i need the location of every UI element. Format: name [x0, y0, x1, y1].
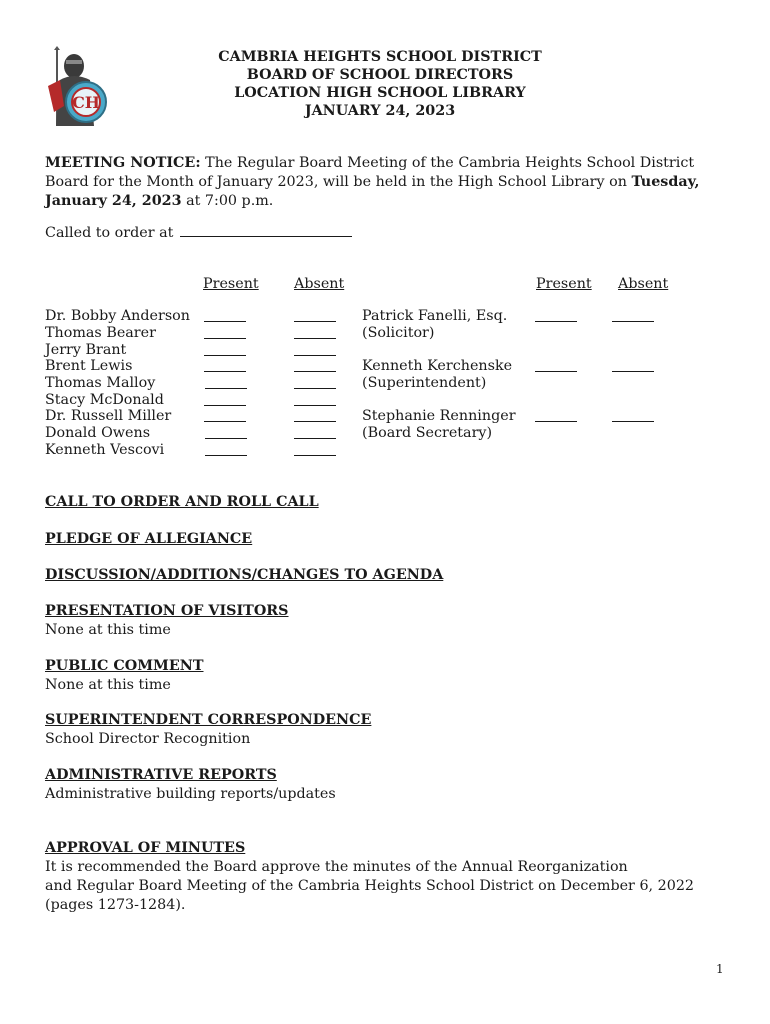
- section-title: CALL TO ORDER AND ROLL CALL: [45, 494, 319, 510]
- member-name: Dr. Russell Miller: [45, 408, 172, 424]
- called-to-order-blank: [180, 224, 352, 237]
- section-body: (pages 1273-1284).: [45, 897, 186, 913]
- section-visitors: [45, 602, 735, 640]
- meeting-location: LOCATION HIGH SCHOOL LIBRARY: [234, 85, 526, 101]
- present-blank[interactable]: [204, 421, 246, 422]
- section-title: DISCUSSION/ADDITIONS/CHANGES TO AGENDA: [45, 567, 444, 583]
- present-blank[interactable]: [205, 455, 247, 456]
- present-blank[interactable]: [204, 355, 246, 356]
- member-name: Thomas Bearer: [45, 325, 156, 341]
- logo-monogram: CH: [72, 93, 100, 112]
- official-role: (Board Secretary): [362, 425, 493, 441]
- absent-heading-right: Absent: [618, 276, 669, 292]
- section-body: School Director Recognition: [45, 731, 251, 747]
- member-name: Brent Lewis: [45, 358, 133, 374]
- present-blank[interactable]: [204, 371, 246, 372]
- called-to-order: [45, 224, 352, 241]
- absent-blank[interactable]: [612, 321, 654, 322]
- notice-date: Tuesday, January 24, 2023: [45, 174, 700, 209]
- section-title: SUPERINTENDENT CORRESPONDENCE: [45, 712, 372, 728]
- present-blank[interactable]: [204, 338, 246, 339]
- present-blank[interactable]: [205, 438, 247, 439]
- notice-time: at 7:00 p.m.: [181, 193, 274, 209]
- present-blank[interactable]: [204, 405, 246, 406]
- absent-heading-left: Absent: [294, 276, 345, 292]
- notice-label: MEETING NOTICE:: [45, 155, 201, 171]
- district-logo: [40, 46, 112, 134]
- member-name: Jerry Brant: [45, 342, 127, 358]
- present-blank[interactable]: [535, 421, 577, 422]
- absent-blank[interactable]: [294, 438, 336, 439]
- member-name: Dr. Bobby Anderson: [45, 308, 190, 324]
- member-name: Donald Owens: [45, 425, 151, 441]
- official-role: (Superintendent): [362, 375, 487, 391]
- absent-blank[interactable]: [294, 355, 336, 356]
- section-title: ADMINISTRATIVE REPORTS: [45, 767, 277, 783]
- meeting-notice: [45, 154, 735, 211]
- section-body: It is recommended the Board approve the minutes of the Annual Reorganization: [45, 859, 628, 875]
- absent-blank[interactable]: [294, 321, 336, 322]
- page-header: [190, 48, 570, 120]
- notice-text: The Regular Board Meeting of the Cambria Heights School District Board for the Month of January 2023, will be held in the High School Library on: [45, 155, 695, 190]
- section-public-comment: [45, 657, 735, 695]
- official-name: Stephanie Renninger: [362, 408, 516, 424]
- section-title: PUBLIC COMMENT: [45, 658, 204, 674]
- district-name: CAMBRIA HEIGHTS SCHOOL DISTRICT: [218, 49, 542, 65]
- page-number: 1: [716, 962, 724, 976]
- present-blank[interactable]: [535, 371, 577, 372]
- present-blank[interactable]: [204, 321, 246, 322]
- present-heading-right: Present: [536, 276, 592, 292]
- official-name: Patrick Fanelli, Esq.: [362, 308, 508, 324]
- section-title: APPROVAL OF MINUTES: [45, 840, 246, 856]
- member-name: Thomas Malloy: [45, 375, 156, 391]
- present-blank[interactable]: [535, 321, 577, 322]
- section-title: PRESENTATION OF VISITORS: [45, 603, 289, 619]
- section-body: None at this time: [45, 622, 171, 638]
- section-pledge: [45, 530, 735, 549]
- absent-blank[interactable]: [294, 421, 336, 422]
- absent-blank[interactable]: [294, 338, 336, 339]
- section-body: Administrative building reports/updates: [45, 786, 336, 802]
- absent-blank[interactable]: [612, 371, 654, 372]
- meeting-date: JANUARY 24, 2023: [304, 103, 456, 119]
- absent-blank[interactable]: [612, 421, 654, 422]
- official-role: (Solicitor): [362, 325, 435, 341]
- absent-blank[interactable]: [294, 455, 336, 456]
- present-heading-left: Present: [203, 276, 259, 292]
- absent-blank[interactable]: [294, 388, 336, 389]
- official-name: Kenneth Kerchenske: [362, 358, 513, 374]
- section-body: None at this time: [45, 677, 171, 693]
- absent-blank[interactable]: [294, 371, 336, 372]
- member-name: Kenneth Vescovi: [45, 442, 165, 458]
- section-discussion: [45, 566, 735, 585]
- present-blank[interactable]: [205, 388, 247, 389]
- absent-blank[interactable]: [294, 405, 336, 406]
- section-admin-reports: [45, 766, 735, 804]
- section-body: and Regular Board Meeting of the Cambria Heights School District on December 6, 2022: [45, 878, 695, 894]
- section-minutes: [45, 839, 735, 915]
- section-title: PLEDGE OF ALLEGIANCE: [45, 531, 253, 547]
- section-superintendent: [45, 711, 735, 749]
- section-call-to-order: [45, 493, 735, 512]
- called-to-order-label: Called to order at: [45, 225, 174, 241]
- board-name: BOARD OF SCHOOL DIRECTORS: [246, 67, 514, 83]
- member-name: Stacy McDonald: [45, 392, 164, 408]
